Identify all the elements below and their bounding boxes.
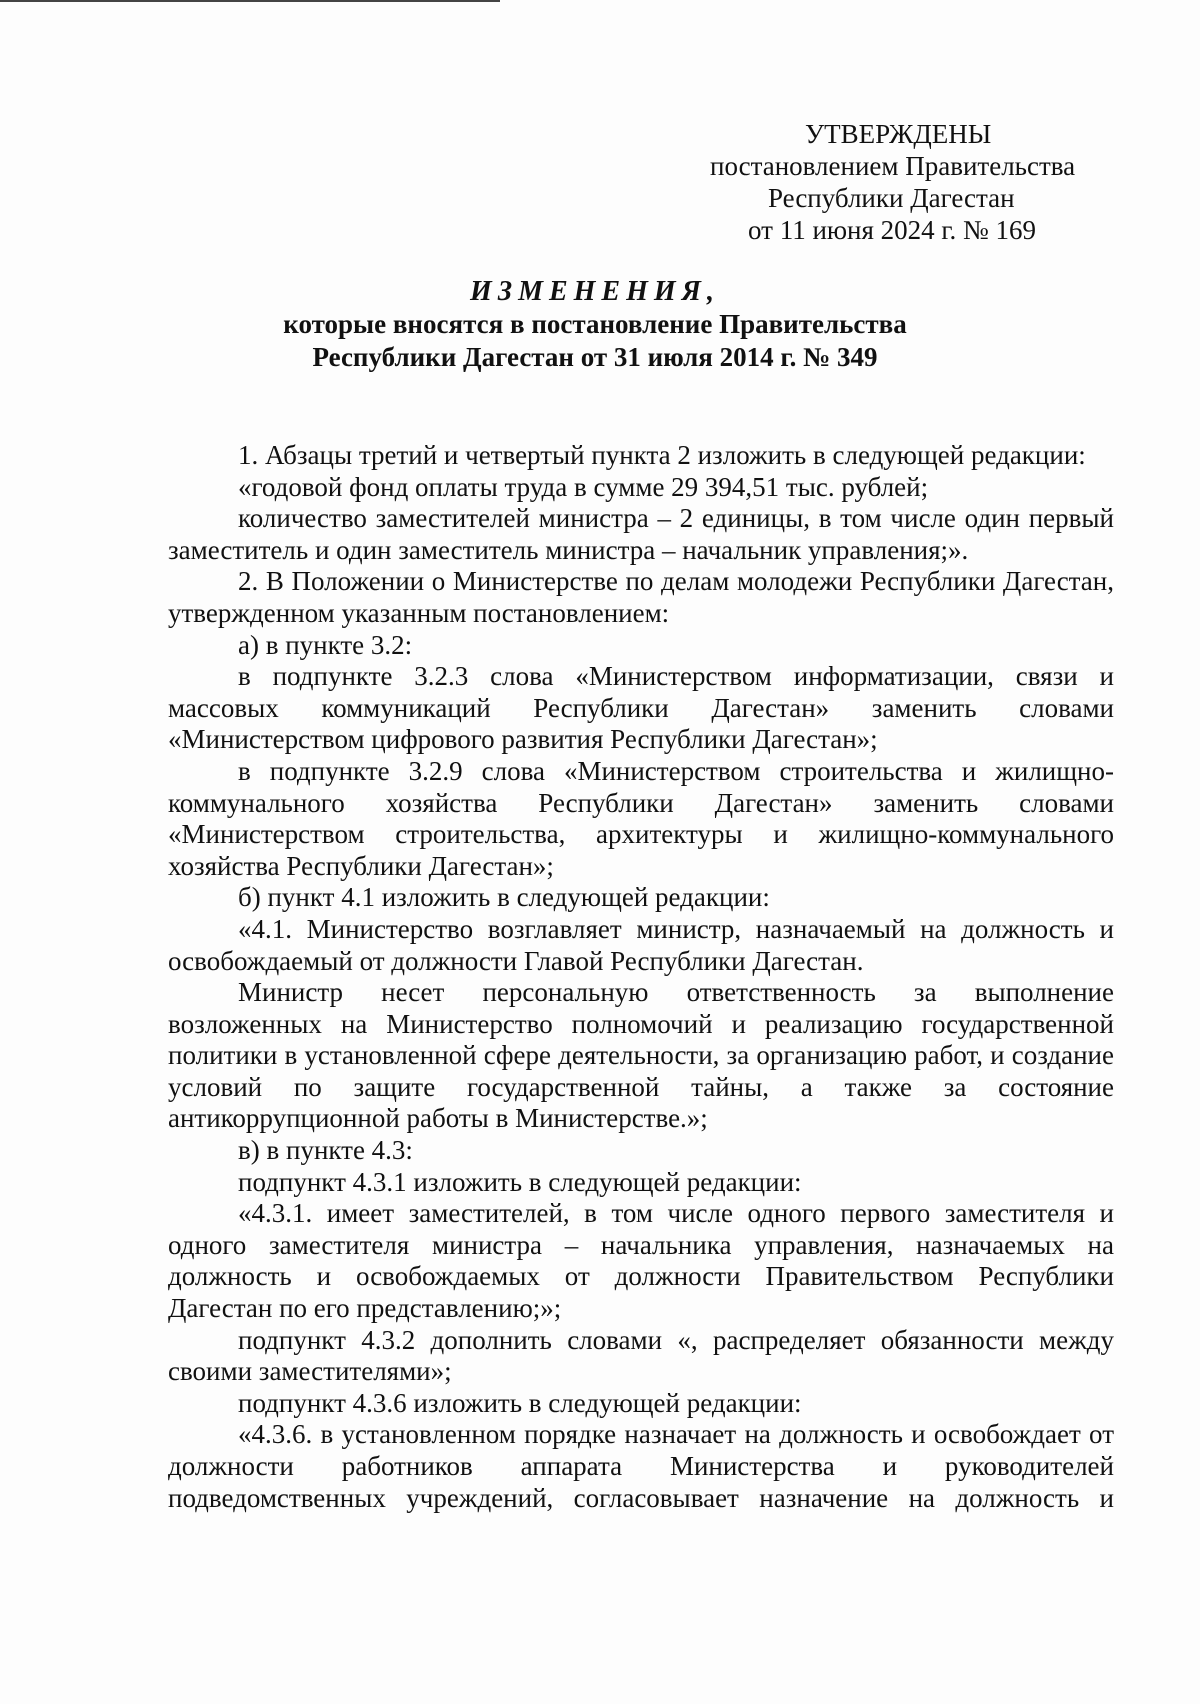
document-body bbox=[168, 440, 1114, 1514]
paragraph: 1. Абзацы третий и четвертый пункта 2 изложить в следующей редакции: bbox=[238, 440, 1086, 470]
paragraph: «4.1. Министерство возглавляет министр, назначаемый на должность и освобождаемый от должности Главой Республики Дагестан. bbox=[168, 913, 1114, 976]
paragraph: в подпункте 3.2.9 слова «Министерством строительства и жилищно-коммунального хозяйства Республики Дагестан» заменить словами «Министерством строительства, архитектуры и жилищно-коммунального хозяйства Республики Дагестан»; bbox=[168, 755, 1114, 881]
paragraph: 2. В Положении о Министерстве по делам молодежи Республики Дагестан, утвержденном указанным постановлением: bbox=[168, 566, 1114, 628]
approval-date-number: от 11 июня 2024 г. № 169 bbox=[748, 215, 1036, 245]
document-title bbox=[150, 275, 1040, 374]
paragraph: в подпункте 3.2.3 слова «Министерством информатизации, связи и массовых коммуникаций Республики Дагестан» заменить словами «Министерством цифрового развития Республики Дагестан»; bbox=[168, 661, 1114, 755]
approval-line-3: Республики Дагестан bbox=[768, 183, 1015, 213]
paragraph: «годовой фонд оплаты труда в сумме 29 394,51 тыс. рублей; bbox=[238, 471, 929, 502]
approval-line-2: постановлением Правительства bbox=[710, 151, 1076, 181]
paragraph: а) в пункте 3.2: bbox=[238, 629, 413, 660]
title-subline-2: Республики Дагестан от 31 июля 2014 г. № 349 bbox=[312, 342, 878, 372]
paragraph: подпункт 4.3.1 изложить в следующей редакции: bbox=[238, 1166, 802, 1197]
paragraph: количество заместителей министра – 2 единицы, в том числе один первый заместитель и один заместитель министра – начальник управления;». bbox=[168, 503, 1114, 565]
paragraph: «4.3.6. в установленном порядке назначает на должность и освобождает от должности работников аппарата Министерства и руководителей подведомственных учреждений, согласовывает назначение на должность и bbox=[168, 1419, 1114, 1513]
paragraph: б) пункт 4.1 изложить в следующей редакции: bbox=[238, 882, 770, 913]
paragraph: подпункт 4.3.2 дополнить словами «, распределяет обязанности между своими заместителями»; bbox=[168, 1324, 1114, 1387]
paragraph: «4.3.1. имеет заместителей, в том числе одного первого заместителя и одного заместителя министра – начальника управления, назначаемых на должность и освобождаемых от должности Правительством Республики Дагестан по его представлению;»; bbox=[168, 1198, 1114, 1324]
paragraph: Министр несет персональную ответственность за выполнение возложенных на Министерство полномочий и реализацию государственной политики в установленной сфере деятельности, за организацию работ, и создание условий по защите государственной тайны, а также за состояние антикоррупционной работы в Министерстве.»; bbox=[168, 977, 1114, 1134]
title-main: ИЗМЕНЕНИЯ, bbox=[470, 276, 720, 307]
title-subline-1: которые вносятся в постановление Правительства bbox=[283, 309, 907, 339]
scan-edge-line bbox=[0, 0, 500, 2]
approval-stamp-block bbox=[700, 118, 1120, 246]
approval-heading: УТВЕРЖДЕНЫ bbox=[805, 119, 992, 149]
paragraph: в) в пункте 4.3: bbox=[238, 1135, 413, 1166]
paragraph: подпункт 4.3.6 изложить в следующей редакции: bbox=[238, 1387, 802, 1418]
